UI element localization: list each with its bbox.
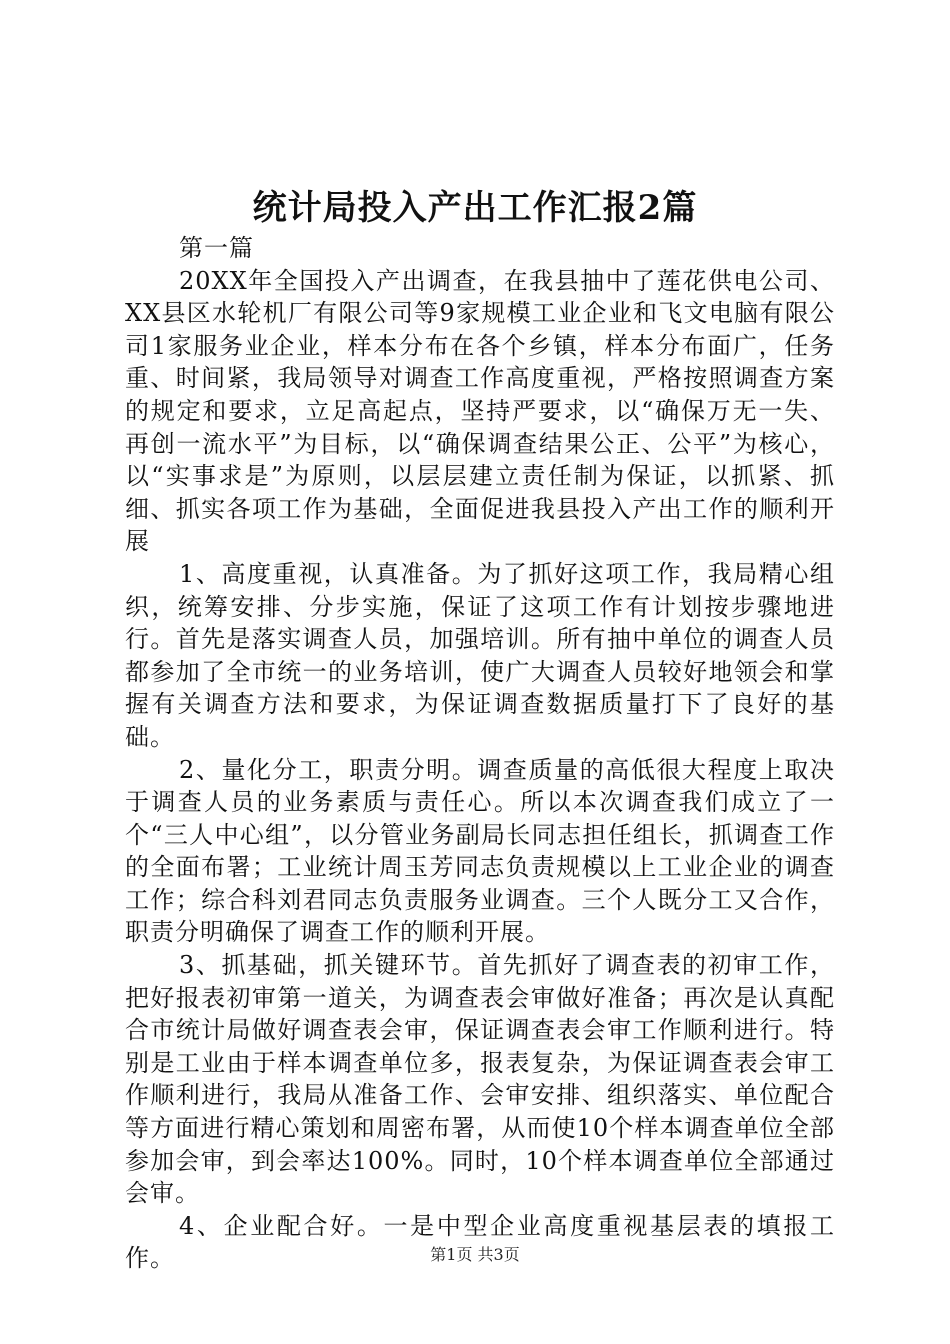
document-title: 统计局投入产出工作汇报2篇 [252, 188, 698, 228]
section-heading: 第一篇 [179, 234, 254, 262]
document-body [125, 232, 835, 1275]
paragraph-point-3: 3、抓基础，抓关键环节。首先抓好了调查表的初审工作，把好报表初审第一道关，为调查表会审做好准备；再次是认真配合市统计局做好调查表会审，保证调查表会审工作顺利进行。特别是工业由于样本调查单位多，报表复杂，为保证调查表会审工作顺利进行，我局从准备工作、会审安排、组织落实、单位配合等方面进行精心策划和周密布署，从而使10个样本调查单位全部参加会审，到会率达100%。同时，10个样本调查单位全部通过会审。 [125, 951, 835, 1208]
paragraph-point-2: 2、量化分工，职责分明。调查质量的高低很大程度上取决于调查人员的业务素质与责任心。所以本次调查我们成立了一个“三人中心组”，以分管业务副局长同志担任组长，抓调查工作的全面布署；工业统计周玉芳同志负责规模以上工业企业的调查工作；综合科刘君同志负责服务业调查。三个人既分工又合作，职责分明确保了调查工作的顺利开展。 [125, 755, 835, 947]
paragraph-point-4: 4、企业配合好。一是中型企业高度重视基层表的填报工作。 [125, 1211, 835, 1273]
paragraph-point-1: 1、高度重视，认真准备。为了抓好这项工作，我局精心组织，统筹安排、分步实施，保证了这项工作有计划按步骤地进行。首先是落实调查人员，加强培训。所有抽中单位的调查人员都参加了全市统一的业务培训，使广大调查人员较好地领会和掌握有关调查方法和要求，为保证调查数据质量打下了良好的基础。 [125, 559, 835, 751]
page-footer: 第1页 共3页 [430, 1245, 520, 1264]
paragraph-intro: 20XX年全国投入产出调查，在我县抽中了莲花供电公司、XX县区水轮机厂有限公司等9家规模工业企业和飞文电脑有限公司1家服务业企业，样本分布在各个乡镇，样本分布面广，任务重、时间紧，我局领导对调查工作高度重视，严格按照调查方案的规定和要求，立足高起点，坚持严要求，以“确保万无一失、再创一流水平”为目标，以“确保调查结果公正、公平”为核心，以“实事求是”为原则，以层层建立责任制为保证，以抓紧、抓细、抓实各项工作为基础，全面促进我县投入产出工作的顺利开展 [125, 266, 835, 556]
